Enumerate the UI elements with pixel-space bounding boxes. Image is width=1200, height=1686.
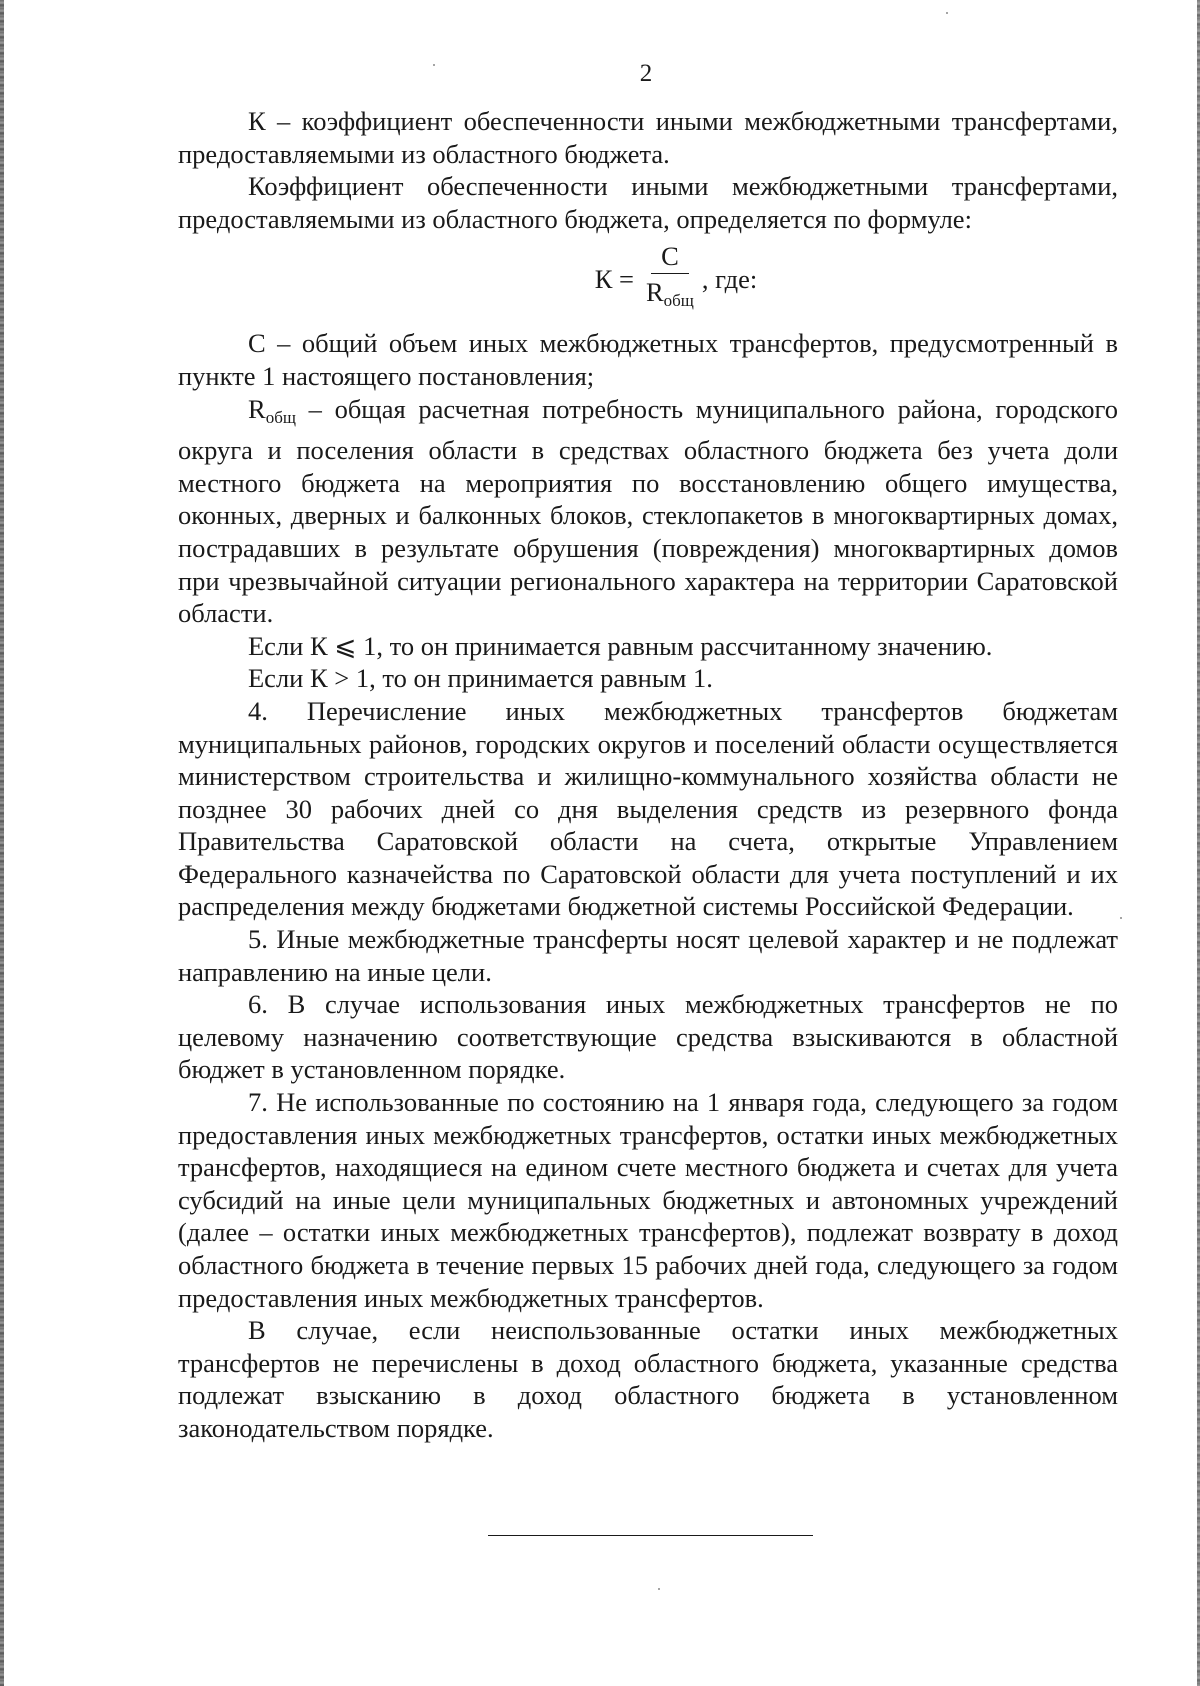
formula-denominator-base: R <box>645 277 664 308</box>
paragraph-item-7: 7. Не использованные по состоянию на 1 января года, следующего за годом предоставления иных межбюджетных трансфертов, остатки иных межбюджетных трансфертов, находящиеся на едином счете местного бюджета и счетах для учета субсидий на иные цели муниципальных бюджетных и автономных учреждений (далее – остатки иных межбюджетных трансфертов), подлежат возврату в доход областного бюджета в течение первых 15 рабочих дней года, следующего за годом предоставления иных межбюджетных трансфертов. <box>178 1087 1118 1313</box>
paragraph-item-5: 5. Иные межбюджетные трансферты носят целевой характер и не подлежат направлению на иные цели. <box>178 924 1118 987</box>
paragraph-c-definition: С – общий объем иных межбюджетных трансфертов, предусмотренный в пункте 1 настоящего постановления; <box>178 328 1118 391</box>
paragraph-unused-balances: В случае, если неиспользованные остатки иных межбюджетных трансфертов не перечислены в доход областного бюджета, указанные средства подлежат взысканию в доход областного бюджета в установленном законодательством порядке. <box>178 1315 1118 1443</box>
formula-denominator-sub: общ <box>663 291 694 311</box>
closing-rule <box>488 1535 813 1536</box>
scan-edge-left <box>0 0 4 1686</box>
paragraph-formula-intro: Коэффициент обеспеченности иными межбюджетными трансфертами, предоставляемыми из областного бюджета, определяется по формуле: <box>178 171 1118 234</box>
scan-speck <box>1120 917 1122 919</box>
page-number: 2 <box>639 60 653 87</box>
scan-speck <box>658 1588 660 1590</box>
paragraph-item-4: 4. Перечисление иных межбюджетных трансфертов бюджетам муниципальных районов, городских округов и поселений области осуществляется министерством строительства и жилищно-коммунального хозяйства области не позднее 30 рабочих дней со дня выделения средств из резервного фонда Правительства Саратовской области на счета, открытые Управлением Федерального казначейства по Саратовской области для учета поступлений и их распределения между бюджетами бюджетной системы Российской Федерации. <box>178 695 1118 922</box>
paragraph-item-6: 6. В случае использования иных межбюджетных трансфертов не по целевому назначению соответствующие средства взыскиваются в областной бюджет в установленном порядке. <box>178 989 1118 1085</box>
formula-lhs: К = <box>594 264 634 295</box>
formula-suffix: , где: <box>701 264 758 295</box>
document-body <box>178 105 1118 1445</box>
paragraph-r-definition <box>178 393 1118 630</box>
scan-speck <box>946 12 948 14</box>
r-definition-text: – общая расчетная потребность муниципального района, городского округа и поселения области в средствах областного бюджета без учета доли местного бюджета на мероприятия по восстановлению общего имущества, оконных, дверных и балконных блоков, стеклопакетов в многоквартирных домах, пострадавших в результате обрушения (повреждения) многоквартирных домов при чрезвычайной ситуации регионального характера на территории Саратовской области. <box>178 393 1118 629</box>
formula-fraction <box>640 241 700 317</box>
paragraph-k-definition: К – коэффициент обеспеченности иными межбюджетными трансфертами, предоставляемыми из областного бюджета. <box>178 106 1118 169</box>
formula-numerator: С <box>651 241 689 274</box>
r-symbol: R <box>248 393 266 424</box>
scan-speck <box>433 64 435 66</box>
paragraph-k-gt-1: Если К > 1, то он принимается равным 1. <box>248 663 713 694</box>
r-subscript: общ <box>265 407 296 427</box>
formula-denominator <box>640 274 700 317</box>
formula <box>178 241 1118 317</box>
paragraph-k-le-1: Если К ⩽ 1, то он принимается равным рассчитанному значению. <box>248 630 993 661</box>
